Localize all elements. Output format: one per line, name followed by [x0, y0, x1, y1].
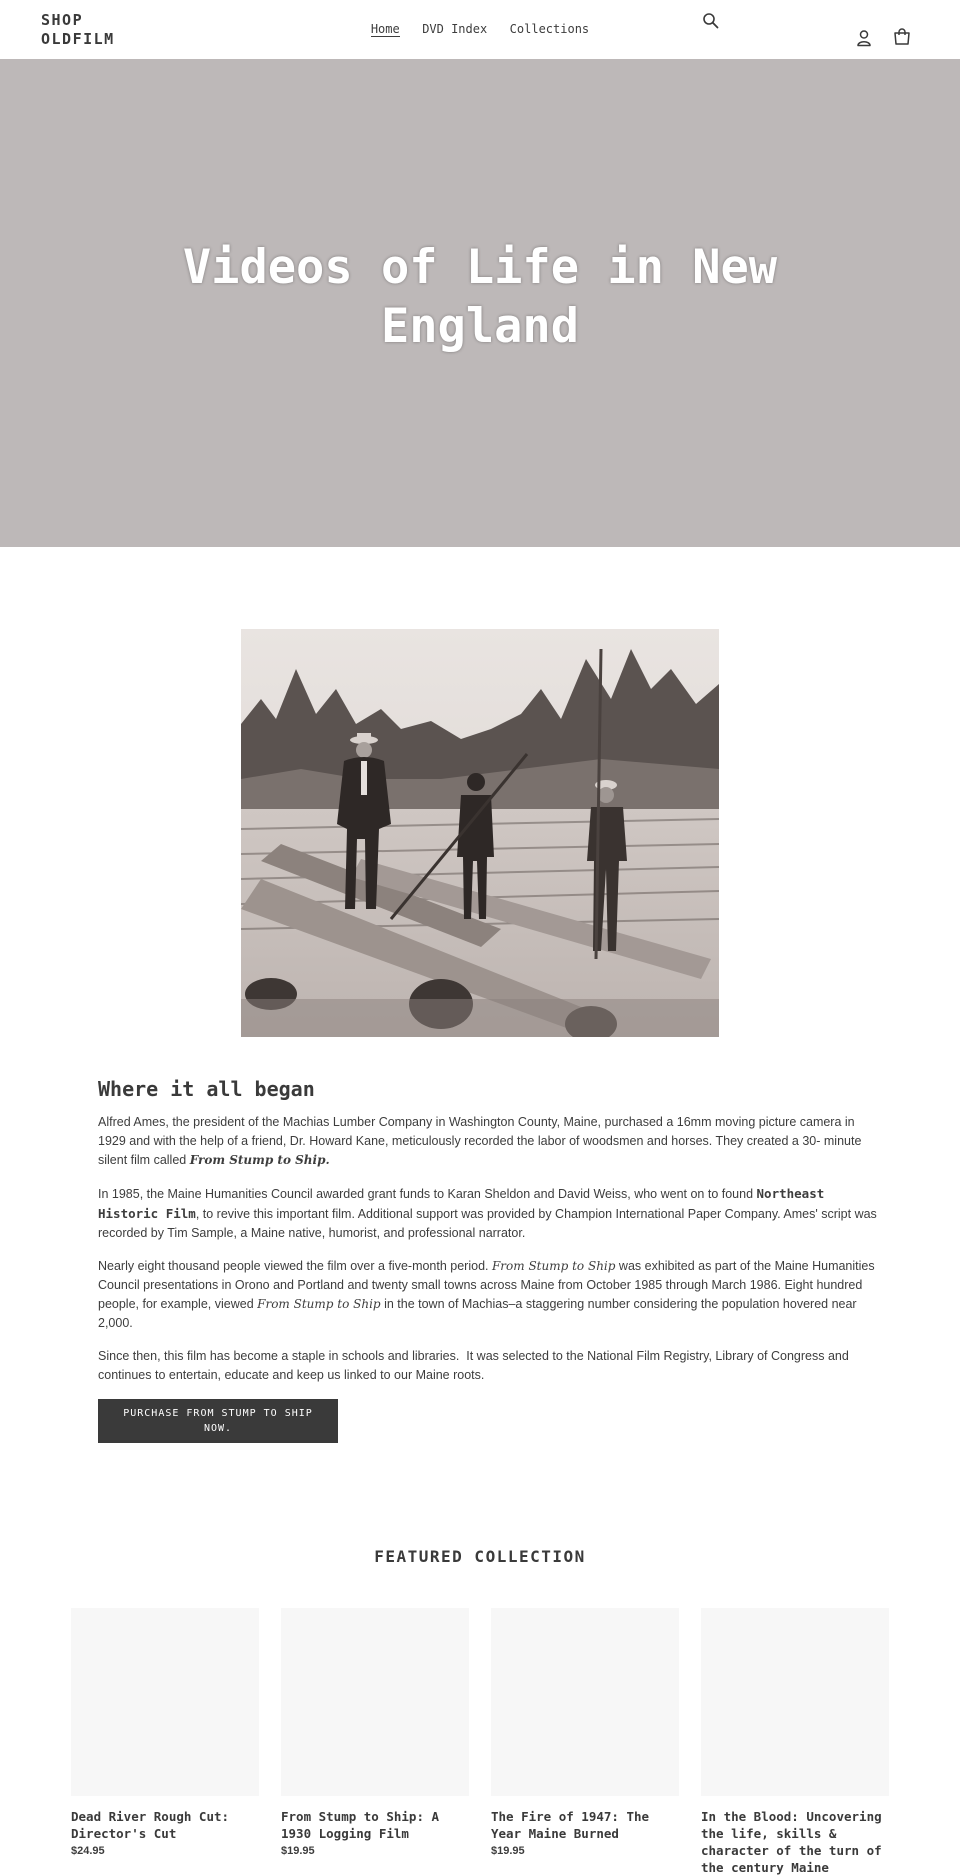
nav-home[interactable]: Home [370, 22, 400, 36]
story-p3-film-title-1: From Stump to Ship [491, 1259, 616, 1273]
logging-photo [241, 629, 719, 1037]
featured-collection-title: FEATURED COLLECTION [374, 1547, 586, 1566]
story-p1-film-title: From Stump to Ship. [189, 1153, 330, 1167]
account-icon[interactable] [855, 29, 873, 47]
product-title[interactable]: In the Blood: Uncovering the life, skills & character of the turn of the century Maine [701, 1809, 882, 1875]
product-card[interactable] [71, 1608, 259, 1857]
product-thumbnail[interactable] [491, 1608, 679, 1796]
logging-photo-image [241, 629, 719, 1037]
product-price: $24.95 [71, 1845, 105, 1857]
story-paragraph-1 [98, 1113, 878, 1170]
product-title[interactable]: Dead River Rough Cut: Director's Cut [71, 1809, 230, 1841]
product-thumbnail[interactable] [281, 1608, 469, 1796]
story-paragraph-3 [98, 1257, 878, 1333]
story-heading: Where it all began [98, 1077, 315, 1101]
story-p2-text-a: In 1985, the Maine Humanities Council awarded grant funds to Karan Sheldon and David Weiss, who went on to found [98, 1187, 757, 1201]
story-p2-text-b: , to revive this important film. Additional support was provided by Champion International Paper Company. Ames' script was recorded by Tim Sample, a Maine native, humorist, and professional narrator. [98, 1207, 877, 1240]
logo-line-1[interactable]: SHOP [41, 11, 84, 29]
main-nav [0, 20, 960, 38]
product-title[interactable]: The Fire of 1947: The Year Maine Burned [491, 1809, 650, 1841]
hero-banner [0, 59, 960, 547]
hero-title: Videos of Life in New England [182, 240, 778, 354]
story-section [98, 1075, 878, 1443]
nav-collections[interactable]: Collections [509, 22, 590, 36]
product-card[interactable] [491, 1608, 679, 1857]
product-card[interactable] [281, 1608, 469, 1857]
product-card[interactable] [701, 1608, 889, 1875]
product-price: $19.95 [491, 1845, 525, 1857]
product-title[interactable]: From Stump to Ship: A 1930 Logging Film [281, 1809, 440, 1841]
logo-line-2[interactable]: OLDFILM [41, 30, 115, 48]
search-icon[interactable] [702, 12, 720, 30]
story-paragraph-2 [98, 1184, 878, 1243]
story-p2-org: Northeast Historic Film [98, 1186, 825, 1221]
site-header [0, 0, 960, 59]
purchase-button[interactable]: PURCHASE FROM STUMP TO SHIP NOW. [98, 1399, 338, 1443]
story-p3-film-title-2: From Stump to Ship [257, 1297, 381, 1311]
story-paragraph-4: Since then, this film has become a staple in schools and libraries. It was selected to the National Film Registry, Library of Congress and continues to entertain, educate and keep us linked to our Maine roots. [98, 1349, 849, 1382]
story-p3-text-a: Nearly eight thousand people viewed the film over a five-month period. [98, 1259, 492, 1273]
product-thumbnail[interactable] [701, 1608, 889, 1796]
nav-dvd-index[interactable]: DVD Index [422, 22, 488, 36]
cart-icon[interactable] [893, 28, 911, 46]
story-p1-text: Alfred Ames, the president of the Machias Lumber Company in Washington County, Maine, purchased a 16mm moving picture camera in 1929 and with the help of a friend, Dr. Howard Kane, meticulously recorded the labor of woodsmen and horses. They created a 30- minute silent film called [98, 1115, 862, 1167]
story-p3-text-b: was exhibited as part of the Maine Humanities Council presentations in Orono and Portland and twenty small towns across Maine from October 1985 through March 1986. Eight hundred people, for example, viewed [98, 1259, 875, 1311]
product-thumbnail[interactable] [71, 1608, 259, 1796]
story-p3-text-c: in the town of Machias–a staggering number considering the population hovered near 2,000. [98, 1297, 857, 1330]
product-price: $19.95 [281, 1845, 315, 1857]
